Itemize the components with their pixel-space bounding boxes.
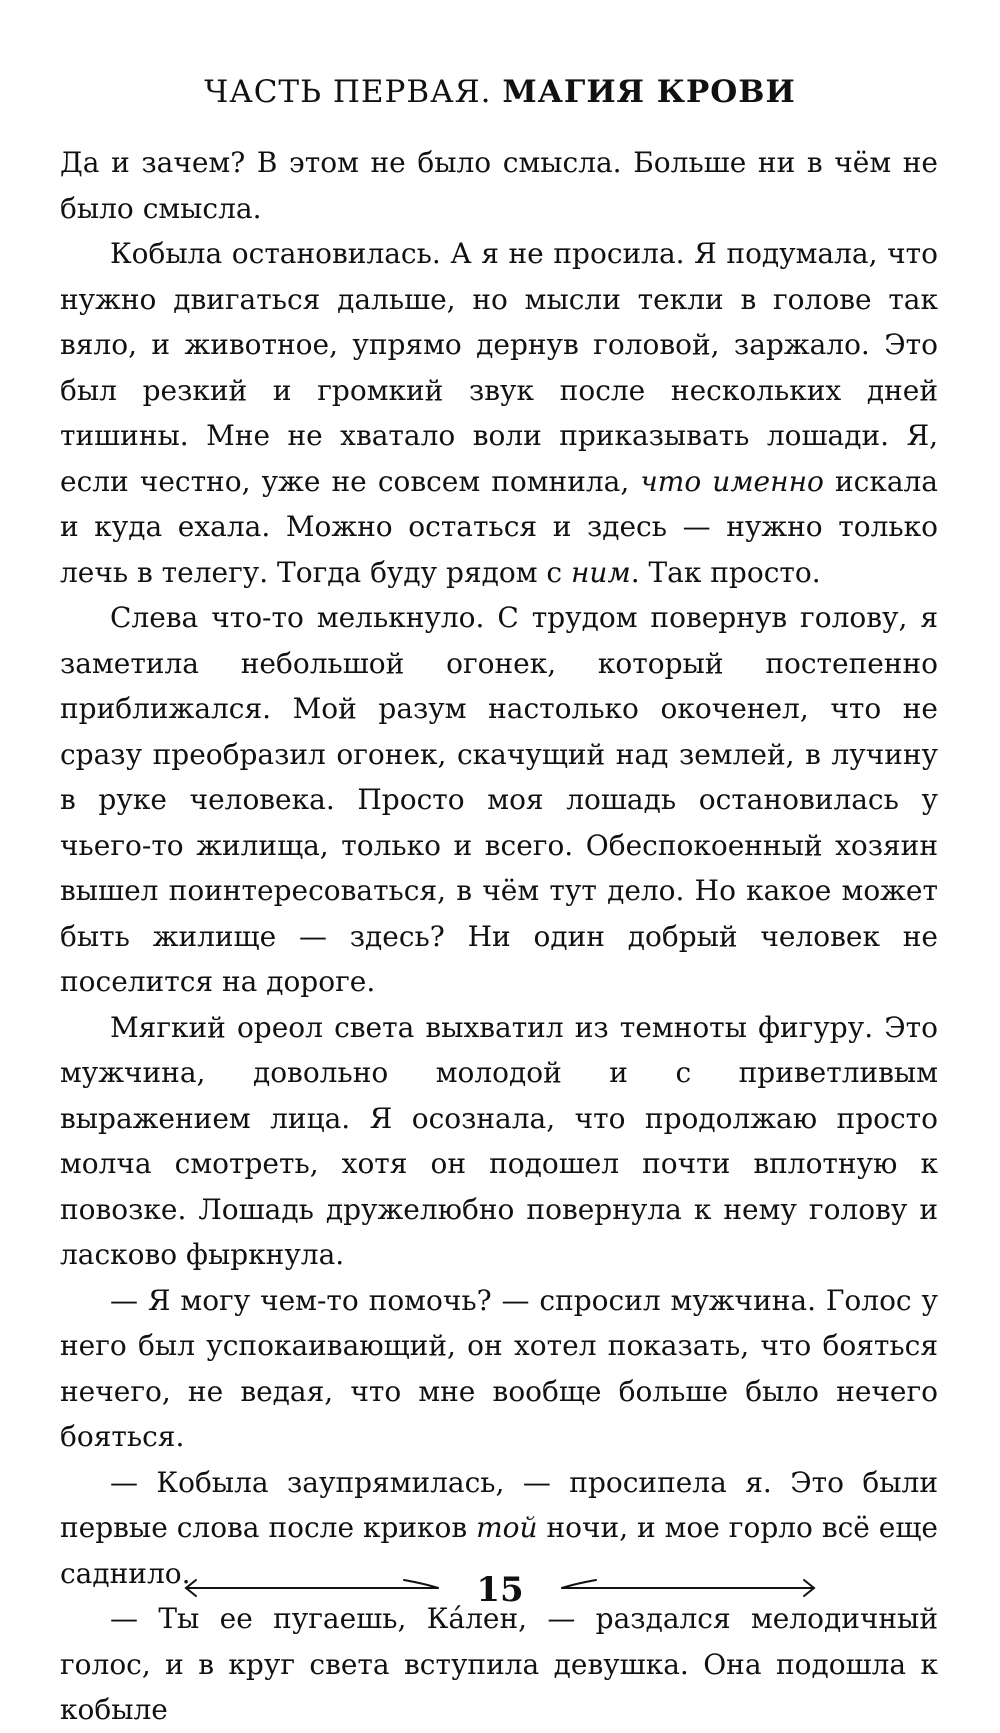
paragraph-3 [60, 595, 938, 1005]
paragraph-text: Да и зачем? В этом не было смысла. Больше ни в чём не было смысла. [60, 146, 938, 225]
page-number: 15 [476, 1570, 524, 1610]
running-head-title: МАГИЯ КРОВИ [502, 74, 796, 110]
paragraph-text: — Кобыла заупрямилась, — просипела я. Это были первые слова после криков [60, 1465, 938, 1544]
paragraph-text: Слева что-то мелькнуло. С трудом повернув голову, я заметила небольшой огонек, который постепенно приближался. Мой разум настолько окоченел, что не сразу преобразил огонек, скачущий над землей, в лучину в руке человека. Просто моя лошадь остановилась у чьего-то жилища, только и всего. Обеспокоенный хозяин вышел поинтересоваться, в чём тут дело. Но какое может быть жилище — здесь? Ни один добрый человек не поселится на дороге. [60, 601, 938, 998]
left-arrow-ornament [186, 1580, 438, 1596]
paragraph-text: . Так просто. [630, 555, 821, 589]
paragraph-4 [60, 1005, 938, 1278]
paragraph-text: искала и куда ехала. Можно остаться и здесь — нужно только лечь в телегу. Тогда буду рядом с [60, 464, 938, 589]
paragraph-2 [60, 231, 938, 595]
paragraph-text: Мягкий ореол света выхватил из темноты фигуру. Это мужчина, довольно молодой и с приветливым выражением лица. Я осознала, что продолжаю просто молча смотреть, хотя он подошел почти вплотную к повозке. Лошадь дружелюбно повернула к нему голову и ласково фыркнула. [60, 1010, 938, 1271]
paragraph-text: — Я могу чем-то помочь? — спросил мужчина. Голос у него был успокаивающий, он хотел показать, что бояться нечего, не ведая, что мне вообще больше было нечего бояться. [60, 1283, 938, 1453]
italic-word: той [476, 1511, 538, 1544]
running-head [0, 72, 1000, 112]
paragraph-text: ночи, и мое горло всё еще саднило. [60, 1511, 938, 1590]
body-text [60, 140, 938, 1733]
italic-word: ним [570, 555, 631, 589]
paragraph-5 [60, 1278, 938, 1460]
paragraph-text: Кобыла остановилась. А я не просила. Я подумала, что нужно двигаться дальше, но мысли текли в голове так вяло, и животное, упрямо дернув головой, заржало. Это был резкий и громкий звук после нескольких дней тишины. Мне не хватало воли приказывать лошади. Я, если честно, уже не совсем помнила, [60, 237, 938, 498]
italic-phrase: что именно [640, 464, 824, 498]
paragraph-text: — Ты ее пугаешь, Ка́лен, — раздался мелодичный голос, и в круг света вступила девушка. Она подошла к кобыле [60, 1602, 938, 1726]
running-head-part: ЧАСТЬ ПЕРВАЯ. [204, 74, 492, 110]
page-footer [0, 1560, 1000, 1620]
paragraph-1 [60, 140, 938, 231]
right-arrow-ornament [562, 1580, 814, 1596]
